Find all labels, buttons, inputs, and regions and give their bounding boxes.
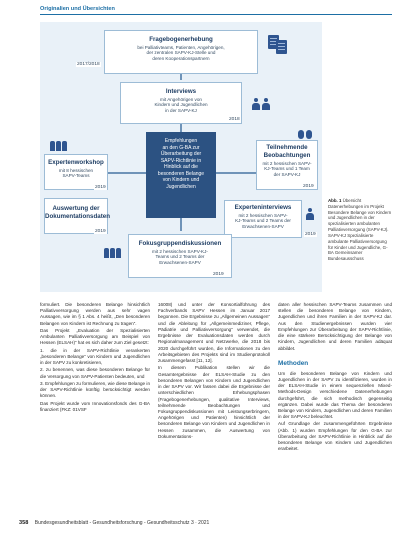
paragraph: In diesem Publikation stellen wir die Gesamtergebnisse der ELSAH-Studie zu den besonderen Belangen von Kindern und Jugendlichen in der SAPV vor. Wir fassen dabei die Ergebnisse der unterschiedlichen Erhebungsphasen (Fragebogenerhebungen, qualitative Interviews, teilnehmende Beobachtungen und Fokusgruppendiskussionen mit Leistungserbringern, Angehörigen und Patienten) hinsichtlich der besonderen Belange von Kindern und Jugendlichen in Hessen zusammen, die Auswertung von Dokumentations- [158,365,270,439]
paragraph: formuliert. Die besonderen Belange hinsichtlich Palliativversorgung werden aus sehr vagen Aussagen, wie im § 1 Abs. 4 heißt, „Den besonderen Belangen von Kindern ist Rechnung zu tragen“. [40,302,150,326]
workshop-sub: mit 8 hessischen SAPV-Teams [58,167,94,179]
box-fragebogen [104,30,258,74]
page-number: 358 [19,520,29,526]
focus-group-icon [104,248,122,258]
interviews-sub: mit Angehörigen von Kindern und Jugendlichen in der SAPV-KJ [154,96,208,114]
experteninterviews-sub: mit 2 hessischen SAPV- KJ-Teams und 2 Teams der Erwachsenen-SAPV [235,212,291,230]
paragraph: Auf Grundlage der zusammengeführten Ergebnisse (Abb. 1) wurden Empfehlungen für den G-BA zur Überarbeitung der SAPV-Richtlinie in Hinblick auf die besonderen Belange von Kindern und Jugendlichen erarbeitet. [278,421,392,452]
text-column-1 [40,302,150,414]
interview-person-icon [306,208,314,220]
dokumentation-title: Auswertung der Dokumentationsdaten [45,205,110,220]
fragebogen-year: 2017/2018 [77,62,100,67]
person-icon [252,98,260,110]
experteninterviews-year: 2019 [305,232,316,237]
text-column-3 [278,302,392,454]
paragraph: Das Projekt „Evaluation der Spezialisierten Ambulanten Palliativversorgung am Beispiel von Hessen (ELSAH)“ hat es sich daher zum Ziel gesetzt: [40,327,150,346]
section-header: Originalien und Übersichten [40,6,115,12]
caption-label: Abb. 1 [328,198,342,203]
list-item: 3. Empfehlungen zu formulieren, wie diese Belange in der SAPV-Richtlinie künftig berücksichtigt werden können. [40,380,150,399]
interviews-year: 2018 [229,117,240,122]
beobachtungen-year: 2019 [303,184,314,189]
fragebogen-title: Fragebogenerhebung [149,36,213,43]
dokumentation-year: 2019 [95,229,106,234]
journal-name: Bundesgesundheitsblatt - Gesundheitsforschung - Gesundheitsschutz 3 · 2021 [34,520,210,526]
arrow-right [216,172,258,174]
beobachtungen-title: Teilnehmende Beobachtungen [263,144,311,159]
fokus-year: 2019 [213,272,224,277]
fokus-sub: mit 2 hessischen SAPV-KJ- Teams und 2 Teams der Erwachsenen-SAPV [152,248,208,266]
group-icon [50,141,68,151]
arrow-bottom [180,217,182,231]
list-item: 2. zu benennen, was diese besonderen Belange für die Versorgung von SAPV-Patienten bedeuten, und [40,367,150,379]
beobachtungen-sub: mit 2 hessischen SAPV- KJ-Teams und 1 Team der SAPV-KJ [262,160,312,177]
interviews-title: Interviews [165,88,197,95]
figure-caption [328,198,392,262]
header-rule [40,14,392,15]
box-beobachtungen [256,140,318,190]
box-experteninterviews [224,200,302,238]
paragraph: daten aller hessischen SAPV-Teams zusammen und stellen die besonderen Belange von Kindern, Jugendlichen und ihren Familien in der SAPV-KJ dar. Aus den Studienergebnissen wurden vier Empfehlungen zur Überarbeitung der SAPV-Richtlinie, die eine stärkere Berücksichtigung der Belange von Kindern, Jugendlichen und deren Familien adäquat abbildet. [278,302,392,351]
center-recommendations: Empfehlungen an den G-BA zur Überarbeitung der SAPV-Richtlinie in Hinblick auf die besonderen Belange von Kindern und Jugendlichen [146,132,216,218]
caption-text: Übersicht Datenerhebungen im Projekt Besondere Belange von Kindern und Jugendlichen in der spezialisierten ambulanten Palliativversorgung (SAPV-KJ). SAPV-KJ Spezialisierte ambulante Palliativversorgung für Kinder und Jugendliche, G-BA Gemeinsamer Bundesausschuss [328,198,392,262]
list-item: 1. die in der SAPV-Richtlinie verankerten „besonderen Belange“ von Kindern und Jugendlichen in der SAPV zu konkretisieren, [40,347,150,366]
document-icon-2 [276,40,287,54]
box-interviews [120,82,242,124]
workshop-year: 2019 [95,185,106,190]
arrow-interviews [180,124,182,132]
figure-overview [40,22,322,292]
workshop-title: Expertenworkshop [48,159,104,166]
fokus-title: Fokusgruppendiskussionen [138,240,222,247]
experteninterviews-title: Experteninterviews [234,204,292,211]
binoculars-icon [298,130,312,139]
paragraph: Das Projekt wurde vom Innovationsfonds des G-BA finanziert (FKZ: 01VSF [40,400,150,412]
fragebogen-sub: bei Palliativteams, Patienten, Angehörigen, der zentralen SAPV-KJ-Stelle und deren Kooperationspartnern [137,44,225,62]
person-icon-2 [262,98,270,110]
methods-heading: Methoden [278,359,309,367]
page-footer [19,520,209,526]
arrow-left [106,172,146,174]
text-column-2 [158,302,270,441]
paragraph: 16008) und unter der Konsortialführung des Fachverbands SAPV Hessen im Januar 2017 begonnen. Die Ergebnisse zu „Allgemeinen Aussagen“ und die Ableitung für „Allgemeinmediziner, Pflege, Pädiatrie und Palliativversorgung“ verwendet, die Ergebnisse der Evaluationsdaten werden durch Regionalmanagement und Netzwerke, die 2018 bis 2020 durchgeführt wurden, die Informationen zu den Arbeitsgebieten des Projekts sind im Studienprotokoll zusammengefasst [11, 12]. [158,302,270,364]
paragraph: Um die besonderen Belange von Kindern und Jugendlichen in der SAPV zu identifizieren, wurden in der ELSAH-Studie in einem sequenziellen Mixed-Methods-Design verschiedene Datenerhebungen durchgeführt, die sich methodisch gegenseitig ergänzen. Dabei wurde das Thema der besonderen Belange von Kindern, Jugendlichen und deren Familien in der SAPV-KJ beleuchtet. [278,370,392,420]
